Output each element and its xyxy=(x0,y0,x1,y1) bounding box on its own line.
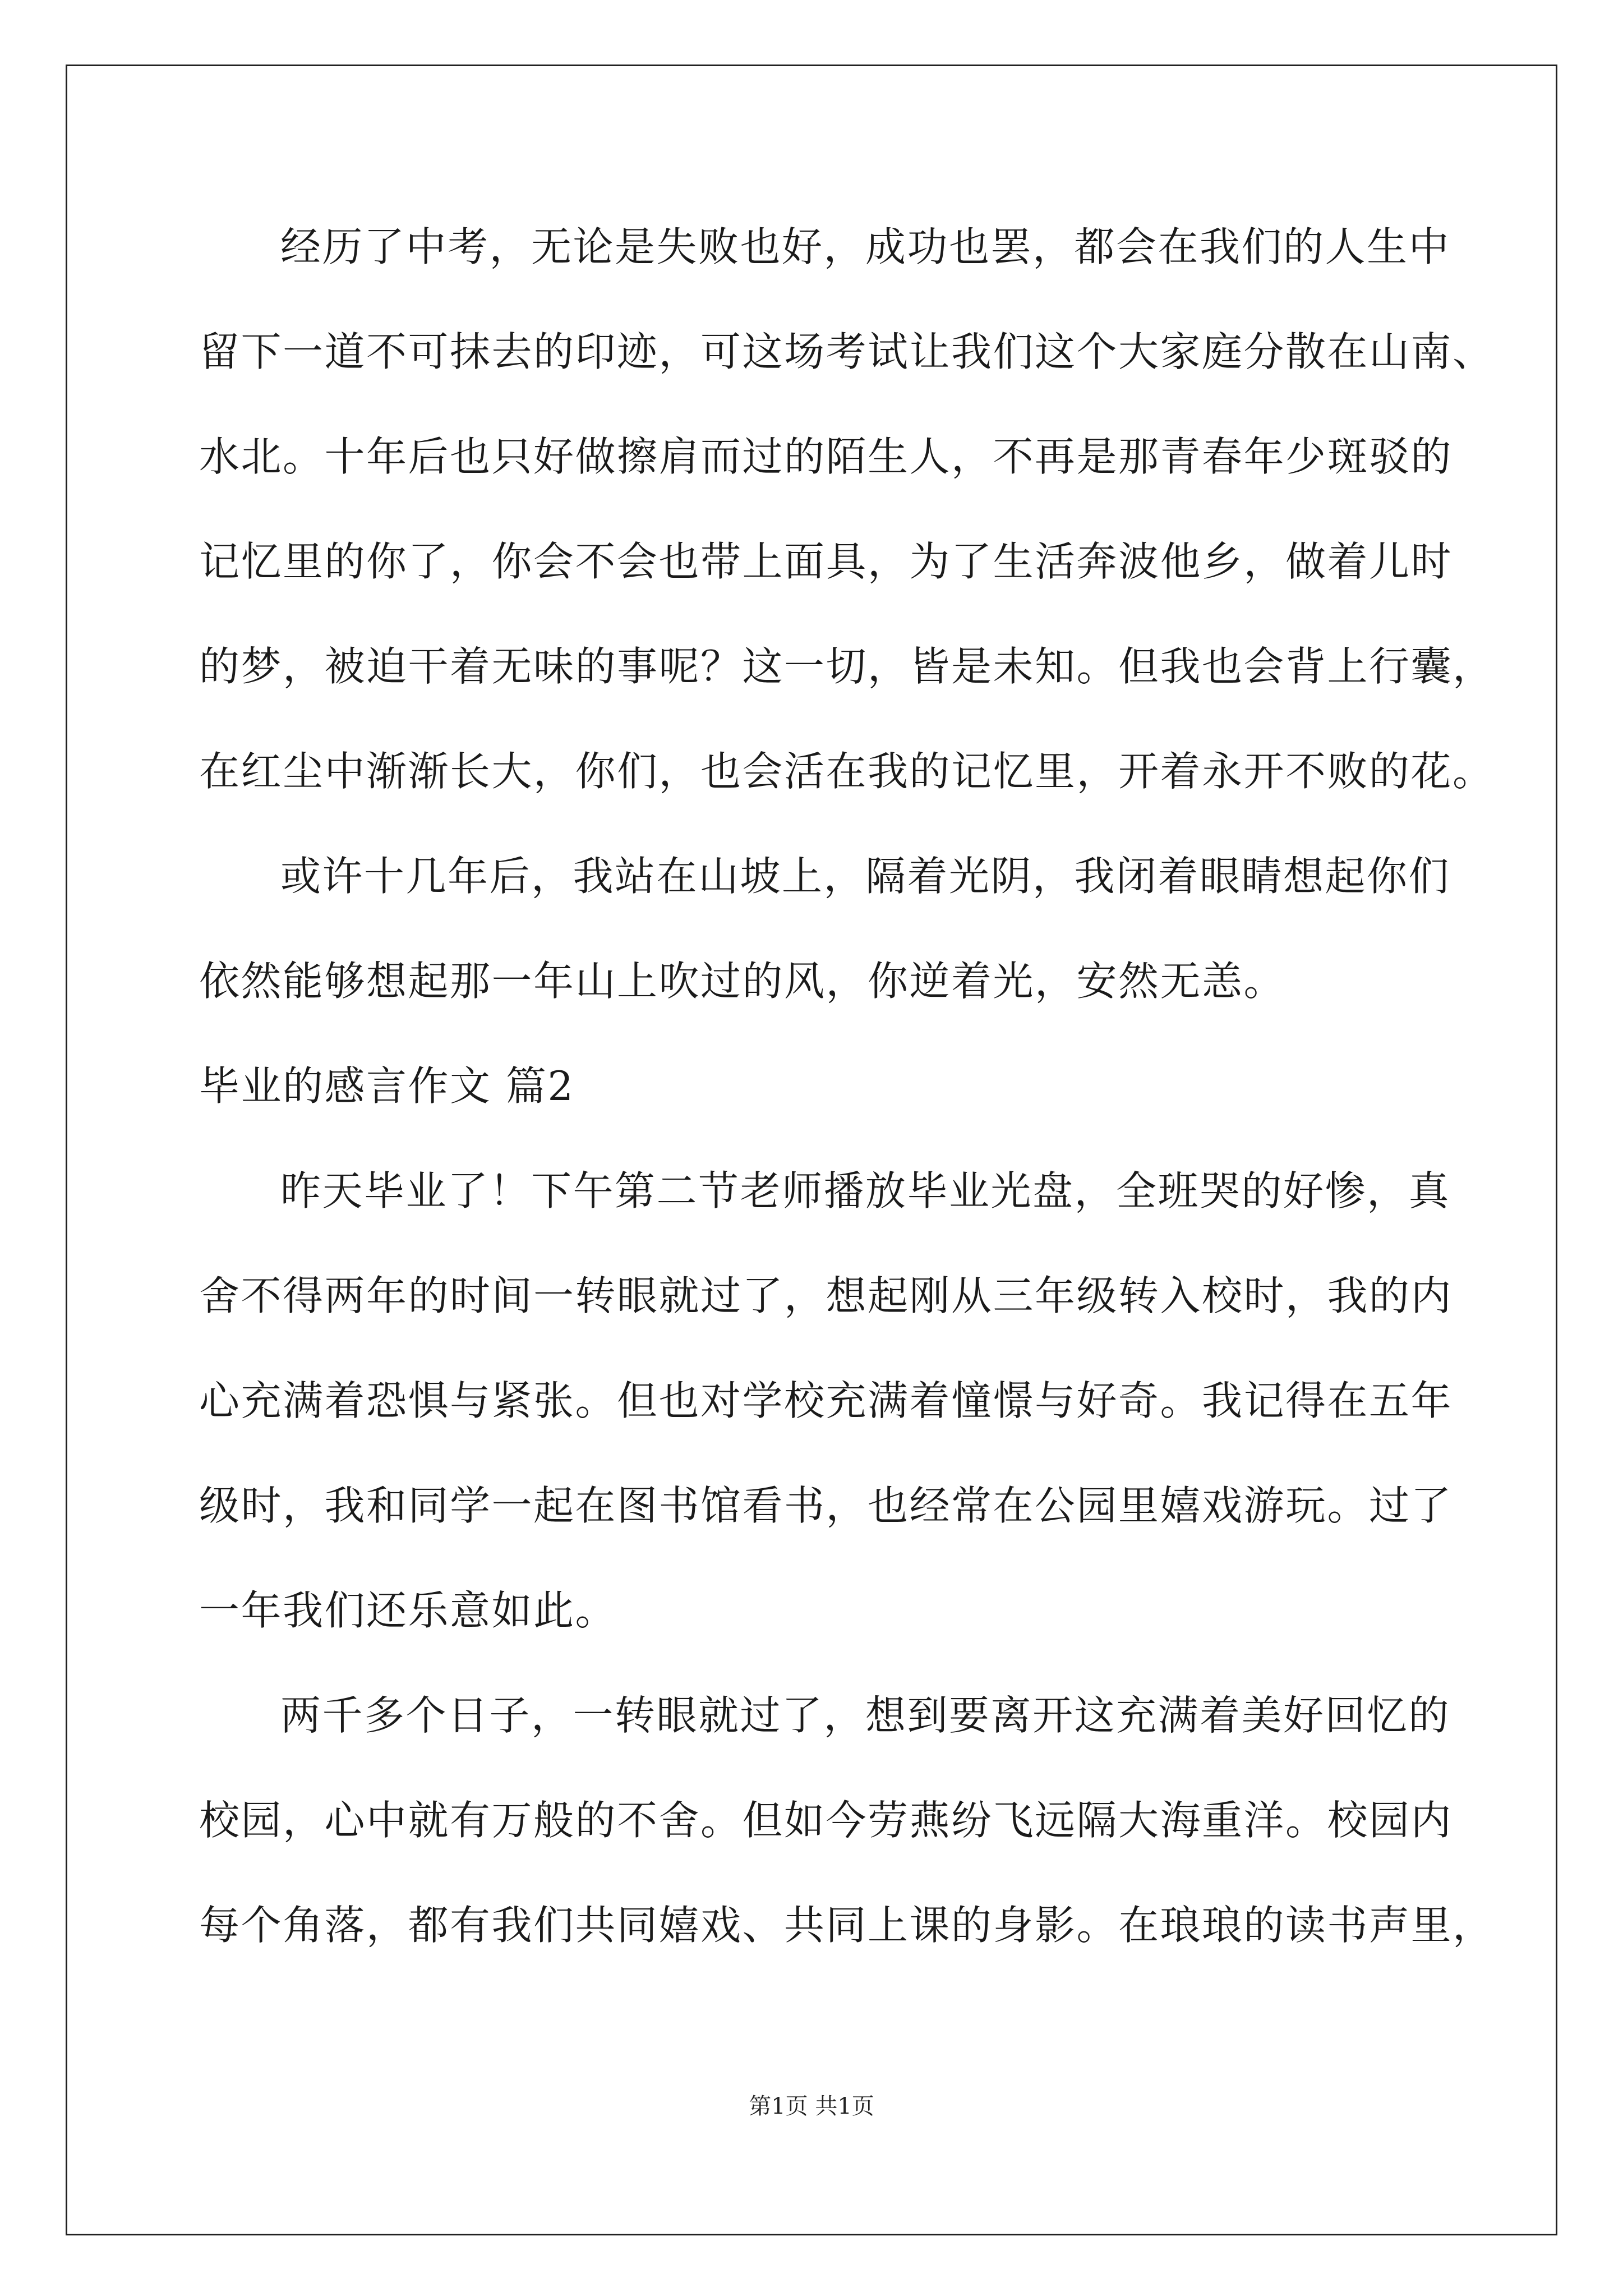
paragraph-line: 的梦，被迫干着无味的事呢？这一切，皆是未知。但我也会背上行囊， xyxy=(199,643,1495,690)
paragraph-line: 级时，我和同学一起在图书馆看书，也经常在公园里嬉戏游玩。过了 xyxy=(199,1482,1453,1529)
paragraph-line: 或许十几年后，我站在山坡上，隔着光阴，我闭着眼睛想起你们 xyxy=(280,853,1451,900)
paragraph-line: 一年我们还乐意如此。 xyxy=(199,1587,617,1634)
page-footer: 第1页 共1页 xyxy=(749,2093,874,2119)
paragraph-line: 每个角落，都有我们共同嬉戏、共同上课的身影。在琅琅的读书声里， xyxy=(199,1902,1495,1949)
section-heading: 毕业的感言作文 篇2 xyxy=(199,1062,575,1110)
paragraph-line: 舍不得两年的时间一转眼就过了，想起刚从三年级转入校时，我的内 xyxy=(199,1272,1453,1319)
paragraph-line: 依然能够想起那一年山上吹过的风，你逆着光，安然无恙。 xyxy=(199,958,1286,1005)
paragraph-line: 心充满着恐惧与紧张。但也对学校充满着憧憬与好奇。我记得在五年 xyxy=(199,1377,1453,1424)
paragraph-line: 留下一道不可抹去的印迹，可这场考试让我们这个大家庭分散在山南、 xyxy=(199,328,1495,375)
paragraph-line: 两千多个日子，一转眼就过了，想到要离开这充满着美好回忆的 xyxy=(280,1692,1451,1739)
paragraph-line: 记忆里的你了，你会不会也带上面具，为了生活奔波他乡，做着儿时 xyxy=(199,538,1453,585)
paragraph-line: 昨天毕业了！下午第二节老师播放毕业光盘，全班哭的好惨，真 xyxy=(280,1167,1451,1214)
paragraph-line: 在红尘中渐渐长大，你们，也会活在我的记忆里，开着永开不败的花。 xyxy=(199,748,1495,795)
paragraph-line: 校园，心中就有万般的不舍。但如今劳燕纷飞远隔大海重洋。校园内 xyxy=(199,1797,1453,1844)
paragraph-line: 经历了中考，无论是失败也好，成功也罢，都会在我们的人生中 xyxy=(280,223,1451,270)
paragraph-line: 水北。十年后也只好做擦肩而过的陌生人，不再是那青春年少斑驳的 xyxy=(199,433,1453,480)
